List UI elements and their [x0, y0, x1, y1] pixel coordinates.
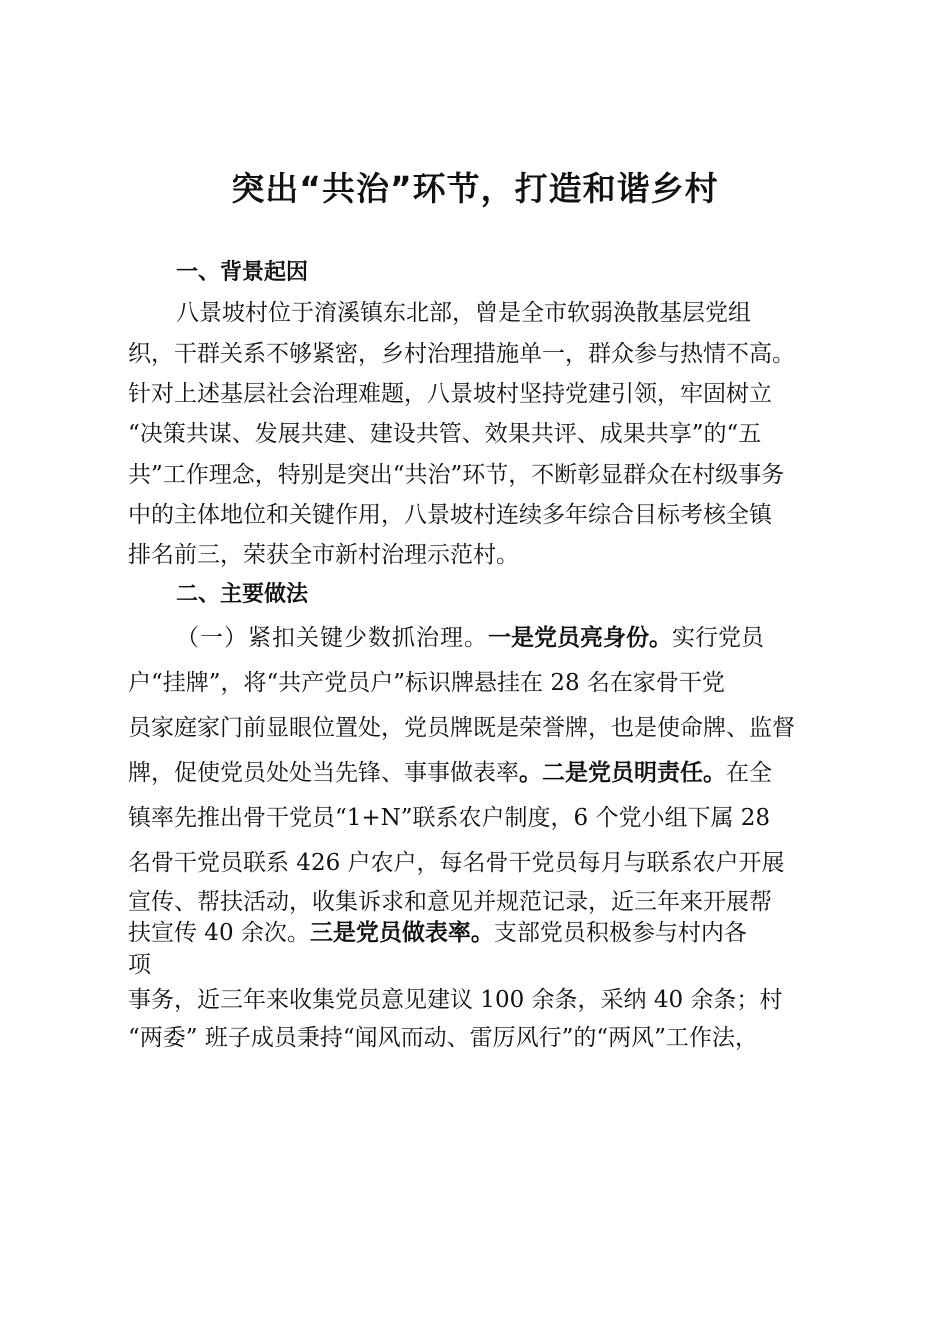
- paragraph-line: “决策共谋、发展共建、建设共管、效果共评、成果共享”的“五: [128, 421, 762, 447]
- emphasis-text: 一是党员亮身份。: [488, 625, 672, 651]
- paragraph-text: 扶宣传 40 余次。: [128, 920, 310, 946]
- paragraph-line: 员家庭家门前显眼位置处，党员牌既是荣誉牌，也是使命牌、监督: [128, 715, 795, 741]
- paragraph-text: 支部党员积极参与村内各: [493, 920, 747, 946]
- emphasis-text: 。二是党员明责任。: [519, 760, 726, 786]
- document-title: 突出“共治”环节，打造和谐乡村: [231, 169, 719, 208]
- paragraph-line: 名骨干党员联系 426 户农户，每名骨干党员每月与联系农户开展: [128, 850, 785, 876]
- section-heading-background: 一、背景起因: [176, 260, 309, 285]
- paragraph-line: 织，干群关系不够紧密，乡村治理措施单一，群众参与热情不高。: [128, 341, 795, 367]
- paragraph-text: 在全: [726, 760, 772, 786]
- paragraph-line: 镇率先推出骨干党员“1+N”联系农户制度，6 个党小组下属 28: [128, 805, 771, 831]
- section-heading-methods: 二、主要做法: [176, 582, 309, 607]
- paragraph-line: 户“挂牌”，将“共产党员户”标识牌悬挂在 28 名在家骨干党: [128, 670, 725, 696]
- paragraph-line: 针对上述基层社会治理难题，八景坡村坚持党建引领，牢固树立: [128, 381, 772, 407]
- paragraph-text: 牌，促使党员处处当先锋、事事做表率: [128, 760, 519, 786]
- paragraph-line: 项: [128, 952, 151, 978]
- subsection-label: （一）紧扣关键少数抓治理。: [176, 625, 488, 651]
- paragraph-line: 八景坡村位于淯溪镇东北部，曾是全市软弱涣散基层党组: [176, 300, 751, 326]
- emphasis-text: 三是党员做表率。: [309, 920, 494, 946]
- paragraph-line: 排名前三，荣获全市新村治理示范村。: [128, 542, 519, 568]
- paragraph-line: 中的主体地位和关键作用，八景坡村连续多年综合目标考核全镇: [128, 502, 772, 528]
- paragraph-line: [176, 623, 764, 653]
- paragraph-line: “两委” 班子成员秉持“闻风而动、雷厉风行”的“两风”工作法，: [128, 1025, 758, 1051]
- paragraph-line: [128, 758, 772, 788]
- paragraph-line: 宣传、帮扶活动，收集诉求和意见并规范记录，近三年来开展帮: [128, 889, 772, 915]
- paragraph-line: 事务，近三年来收集党员意见建议 100 余条，采纳 40 余条；村: [128, 987, 783, 1013]
- paragraph-line: [128, 918, 747, 948]
- paragraph-text: 实行党员: [672, 625, 764, 651]
- paragraph-line: 共”工作理念，特别是突出“共治”环节，不断彰显群众在村级事务: [128, 462, 785, 488]
